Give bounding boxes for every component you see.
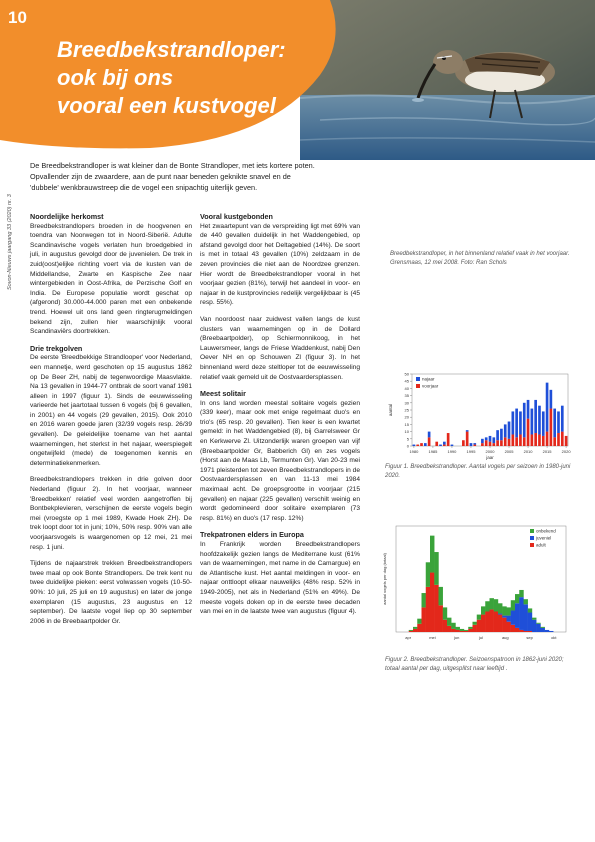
legend-label: voorjaar	[422, 383, 439, 389]
bar-najaar	[485, 437, 488, 440]
area-segment-adult	[485, 611, 489, 632]
paragraph: In Frankrijk worden Breedbekstrandlopers hoofdzakelijk gezien langs de Mediterrane kust (61% van de waarnemingen, met name in de Camargue) en de Atlantische kust. Het aantal meldingen in voor- en najaar onttloopt elkaar nauwelijks (48% resp. 52% in 1949-2005), net als in Nederland (51% en 49%). De meeste vogels doken op in de eerste twee decaden van mei en in de laatste twee van augustus (figuur 4).	[200, 541, 360, 616]
figure-1-chart	[378, 368, 578, 463]
bar-voorjaar	[466, 432, 469, 446]
page-title	[57, 36, 327, 120]
area-segment-onbekend	[532, 618, 536, 620]
area-segment-adult	[481, 615, 485, 632]
x-tick-label: 1985	[428, 449, 438, 454]
bar-najaar	[492, 437, 495, 443]
area-segment-onbekend	[434, 552, 438, 585]
bar-voorjaar	[504, 437, 507, 446]
y-tick-label: 0	[406, 443, 409, 449]
bar-voorjaar	[416, 445, 419, 446]
area-segment-onbekend	[413, 627, 417, 629]
bar-voorjaar	[561, 432, 564, 446]
bar-voorjaar	[485, 440, 488, 446]
bar-voorjaar	[496, 440, 499, 446]
bar-voorjaar	[550, 409, 553, 446]
area-segment-juveniel	[502, 616, 506, 618]
x-tick-label: 2005	[504, 449, 514, 454]
area-segment-onbekend	[485, 601, 489, 611]
area-segment-onbekend	[528, 608, 532, 612]
legend-swatch	[530, 529, 534, 533]
area-segment-adult	[477, 620, 481, 632]
y-tick-label: 25	[404, 407, 409, 413]
x-tick-label: sep	[526, 635, 533, 640]
area-segment-adult	[468, 629, 472, 632]
area-segment-adult	[528, 631, 532, 632]
legend-label: onbekend	[536, 528, 556, 534]
bar-voorjaar	[435, 442, 438, 446]
area-segment-juveniel	[532, 620, 536, 632]
area-segment-onbekend	[456, 627, 460, 630]
bar-najaar	[550, 390, 553, 409]
legend-swatch	[530, 536, 534, 540]
area-segment-onbekend	[468, 627, 472, 629]
y-tick-label: 10	[404, 429, 409, 435]
legend-label: juveniel	[536, 535, 552, 541]
bar-najaar	[443, 442, 446, 445]
section-heading-elders: Trekpatronen elders in Europa	[200, 530, 304, 540]
paragraph: Breedbekstrandlopers trekken in drie golven door Nederland (figuur 2). In het voorjaar, wanneer 'Breedbekken' relatief veel worden aangetroffen bij Bontbekplevieren, verschijnen de eerste vogels begin mei (vroegste op 1 mei 1989, Kwade Hoek ZH). De trek loopt door tot in juni; 10%, 50% resp. 90% van alle voorjaarsvogels is waargenomen op 12 mei, 21 mei resp. 1 juni.	[30, 476, 192, 551]
y-tick-label: 45	[404, 378, 409, 384]
bar-najaar	[413, 445, 416, 446]
x-tick-label: jun	[454, 635, 460, 640]
area-segment-onbekend	[524, 599, 528, 604]
bar-najaar	[481, 439, 484, 443]
area-segment-adult	[464, 631, 468, 632]
bar-voorjaar	[508, 439, 511, 446]
area-segment-onbekend	[426, 562, 430, 587]
bar-najaar	[519, 411, 522, 434]
area-segment-juveniel	[498, 614, 502, 615]
figure-1-caption: Figuur 1. Breedbekstrandloper. Aantal vogels per seizoen in 1980-juni 2020.	[385, 464, 571, 479]
area-segment-onbekend	[443, 607, 447, 619]
x-tick-label: 2000	[485, 449, 495, 454]
bar-najaar	[424, 443, 427, 446]
area-segment-juveniel	[545, 630, 549, 632]
y-tick-label: 30	[404, 400, 409, 406]
figure-2-caption: Figuur 2. Breedbekstrandloper. Seizoenspatroon in 1862-juni 2020; totaal aantal per dag, uitgesplitst naar leeftijd .	[385, 657, 564, 672]
bar-najaar	[531, 409, 534, 435]
paragraph: In ons land worden meestal solitaire vogels gezien (339 keer), maar ook met enige regelmaat duo's en trio's (65 resp. 20 gevallen). Tien keer is een kwartet gemeld: in het Waddengebied (8), bij Garrelsweer Gr en Kerkwerve Zl. Uitzonderlijk waren groepen van vijf (Breebaartpolder Gr, Babberich Gl) en zes vogels (Horst aan de Maas Lb, Termunten Gr). Van 20-23 mei 1971 pleisterden tot zeven Breedbekstrandlopers in de Oostvaardersplassen en van 11-13 mei 1984 maximaal acht. De groepsgrootte in voorjaar (215 gevallen) en najaar (225 gevallen) verschilt weinig en wordt gedomineerd door solitaire exemplaren (73 resp. 81%) en duo's (17 resp. 12%)	[200, 399, 360, 522]
x-tick-label: mei	[429, 635, 436, 640]
bar-voorjaar	[527, 419, 530, 446]
area-segment-juveniel	[507, 616, 511, 622]
y-axis-label: aantal vogels per dag (totaal)	[382, 553, 387, 605]
bar-voorjaar	[557, 433, 560, 446]
page-number: 10	[8, 8, 27, 27]
area-segment-juveniel	[511, 610, 515, 624]
bar-voorjaar	[511, 434, 514, 446]
area-segment-juveniel	[549, 631, 553, 632]
area-segment-adult	[519, 630, 523, 632]
area-segment-onbekend	[447, 618, 451, 626]
bar-voorjaar	[565, 436, 568, 446]
area-segment-onbekend	[460, 629, 464, 631]
area-segment-onbekend	[417, 619, 421, 624]
bar-najaar	[557, 411, 560, 433]
bar-najaar	[470, 443, 473, 446]
bar-najaar	[523, 403, 526, 438]
paragraph: Van noordoost naar zuidwest vallen langs de kust clusters van waarnemingen op in de Dollard (Breebaartpolder), op Schiermonnikoog, in het Lauwersmeer, langs de Friese Waddenkust, nabij Den Oever NH en op Schouwen Zl (figuur 3). In het binnenland werd deze steltloper tot de eeuwwisseling relatief vaak gemeld uit de Oostvaardersplassen.	[200, 315, 360, 381]
x-tick-label: aug	[501, 635, 509, 640]
area-segment-adult	[413, 629, 417, 632]
area-segment-juveniel	[541, 628, 545, 632]
area-segment-onbekend	[473, 622, 477, 625]
x-tick-label: apr	[405, 635, 412, 640]
area-segment-adult	[515, 628, 519, 632]
bar-najaar	[466, 430, 469, 431]
x-tick-label: 2015	[542, 449, 552, 454]
area-segment-onbekend	[519, 590, 523, 597]
section-heading-solitair: Meest solitair	[200, 389, 246, 399]
intro-text: De Breedbekstrandloper is wat kleiner dan de Bonte Strandloper, met iets kortere poten. Opvallender zijn de zwaardere, aan de punt naar beneden geknikte snavel en de 'dubbele' wenkbrauwstreep die de vogel een snipachtig uiterlijk geven.	[30, 161, 315, 192]
bar-voorjaar	[489, 442, 492, 446]
bar-voorjaar	[519, 434, 522, 446]
y-tick-label: 40	[404, 385, 409, 391]
paragraph: Het zwaartepunt van de verspreiding ligt met 69% van de 440 gevallen duidelijk in het Waddengebied, op afstand gevolgd door het Deltagebied (14%). De soort is met in totaal 43 gevallen (10%) zeldzaam in de zeven provincies die niet aan de Noordzee grenzen. Hier wordt de Breedbekstrandloper vooral in het voorjaar gezien (81%), terwijl het aandeel in voor- en najaar in de kustprovincies redelijk vergelijkbaar is (45 resp. 55%).	[200, 222, 360, 307]
area-segment-adult	[451, 629, 455, 632]
bar-voorjaar	[428, 437, 431, 446]
legend-swatch	[416, 384, 420, 388]
area-segment-onbekend	[541, 627, 545, 628]
x-tick-label: 1995	[466, 449, 476, 454]
title-line-2: ook bij ons	[57, 65, 174, 90]
area-segment-onbekend	[498, 603, 502, 613]
legend-swatch	[416, 377, 420, 381]
area-segment-adult	[434, 585, 438, 632]
bar-najaar	[534, 400, 537, 433]
area-segment-onbekend	[464, 630, 468, 631]
bar-voorjaar	[420, 443, 423, 446]
text-column-1	[30, 212, 192, 633]
bar-voorjaar	[462, 440, 465, 446]
paragraph: Tijdens de najaarstrek trekken Breedbekstrandlopers twee maal op ook Bonte Strandlopers. De trek kent nu twee duidelijke pieken: eerst volwassen vogels (10-50-90%: 10 juli, 25 juli en 19 augustus) en later de jonge exemplaren (15 augustus, 23 augustus en 12 september). De laatste vogel liep op 30 september 2006 in de Breebaartpolder Gr.	[30, 560, 192, 625]
x-tick-label: jul	[478, 635, 484, 640]
photo-caption: Breedbekstrandloper, in het binnenland relatief vaak in het voorjaar. Grensmaas, 12 mei 2008. Foto: Ran Schols	[390, 251, 570, 266]
bar-najaar	[473, 443, 476, 444]
bar-voorjaar	[546, 432, 549, 446]
bar-najaar	[546, 383, 549, 432]
bar-najaar	[428, 432, 431, 438]
bar-voorjaar	[447, 433, 450, 446]
x-tick-label: 1980	[409, 449, 419, 454]
legend-swatch	[530, 543, 534, 547]
bar-najaar	[542, 411, 545, 435]
bar-najaar	[527, 400, 530, 419]
area-segment-adult	[511, 625, 515, 632]
y-tick-label: 5	[406, 436, 409, 442]
area-segment-adult	[490, 609, 494, 632]
area-segment-onbekend	[430, 536, 434, 573]
bar-najaar	[489, 436, 492, 442]
area-segment-adult	[507, 622, 511, 632]
bar-najaar	[508, 422, 511, 439]
title-line-1: Breedbekstrandloper:	[57, 37, 286, 62]
area-segment-onbekend	[515, 594, 519, 603]
section-heading-kust: Vooral kustgebonden	[200, 212, 273, 221]
bar-voorjaar	[531, 434, 534, 446]
bar-voorjaar	[553, 437, 556, 446]
area-segment-adult	[443, 620, 447, 632]
area-segment-adult	[460, 631, 464, 632]
figure-2-chart	[378, 520, 578, 650]
area-segment-juveniel	[524, 604, 528, 631]
bar-voorjaar	[481, 443, 484, 446]
bar-najaar	[538, 406, 541, 435]
area-segment-onbekend	[477, 615, 481, 620]
area-segment-onbekend	[439, 587, 443, 605]
y-axis-label: aantal	[388, 403, 393, 417]
area-segment-adult	[473, 625, 477, 632]
x-axis-label: jaar	[486, 455, 494, 460]
bar-voorjaar	[500, 440, 503, 446]
area-segment-onbekend	[502, 606, 506, 615]
area-segment-adult	[409, 631, 413, 632]
bar-najaar	[439, 445, 442, 446]
y-tick-label: 15	[404, 421, 409, 427]
bar-najaar	[496, 430, 499, 440]
area-segment-adult	[430, 573, 434, 632]
bar-voorjaar	[534, 433, 537, 446]
paragraph: Breedbekstrandlopers broeden in de hoogvenen en toendra van Noorwegen tot in Noord-Siberië. Adulte Scandinavische vogels verlaten hun broedgebied in juli, in augustus gevolgd door de juvenielen. De trek in zuid(oost)elijke richting voert via de kusten van de Middellandse, Zwarte en Kaspische Zee naar wintergebieden in Oost-Afrika, de Perzische Golf en India. De Europese populatie wordt geschat op (afgerond) 30.000-44.000 paren met een onbekende trend. Hoewel uit ons land geen ringterugmeldingen bekend zijn, zullen hier waarschijnlijk vooral Scandinaviërs doortrekken.	[30, 222, 192, 336]
area-segment-adult	[439, 605, 443, 632]
bar-najaar	[515, 409, 518, 438]
area-segment-adult	[417, 624, 421, 632]
area-segment-onbekend	[422, 593, 426, 607]
paragraph: De eerste 'Breedbekkige Strandlooper' voor Nederland, een mannetje, werd geschoten op 15 augustus 1862 op De Beer ZH, nabij de tegenwoordige Maasvlakte. Na 13 gevallen in 1944-77 ontbrak de soort vanaf 1981 alleen in 1997 (figuur 1). Sinds de eeuwwisseling varieerde het jaartotaal tussen 6 vogels (bij 6 gevallen, in 2001) en 44 vogels (29 gevallen, 2015). Ook 2010 en 2016 waren goede jaren (32/39 vogels resp. 26/39 gevallen). De geleidelijke toename van het aantal waarnemingen, het sterkst in het najaar, weerspiegelt ongetwijfeld (mede) de toegenomen kennis en determinatiekenmerken.	[30, 354, 192, 467]
bar-najaar	[504, 424, 507, 437]
area-segment-onbekend	[451, 623, 455, 629]
area-segment-onbekend	[494, 599, 498, 611]
journal-side-text: Sovon-Nieuws jaargang 33 (2020) nr. 3	[7, 194, 13, 290]
bar-najaar	[500, 429, 503, 441]
area-segment-adult	[426, 587, 430, 632]
area-segment-adult	[456, 630, 460, 632]
area-segment-juveniel	[528, 613, 532, 631]
bar-voorjaar	[443, 445, 446, 446]
title-line-3: vooral een kustvogel	[57, 93, 276, 118]
bar-voorjaar	[523, 437, 526, 446]
area-segment-adult	[422, 607, 426, 632]
bar-najaar	[451, 445, 454, 446]
journal-side-label	[7, 160, 17, 290]
section-heading-herkomst: Noordelijke herkomst	[30, 212, 104, 221]
y-tick-label: 50	[404, 371, 409, 377]
area-segment-onbekend	[511, 600, 515, 610]
bar-voorjaar	[473, 445, 476, 446]
x-tick-label: 1990	[447, 449, 457, 454]
bar-najaar	[553, 409, 556, 438]
text-column-2	[200, 212, 360, 624]
section-heading-trekgolven: Drie trekgolven	[30, 343, 83, 353]
area-segment-adult	[498, 615, 502, 632]
area-segment-juveniel	[519, 597, 523, 630]
area-segment-adult	[502, 618, 506, 632]
y-tick-label: 20	[404, 414, 409, 420]
bar-najaar	[561, 406, 564, 432]
x-tick-label: 2010	[523, 449, 533, 454]
area-segment-onbekend	[536, 623, 540, 624]
area-segment-adult	[524, 631, 528, 632]
legend-label: adult	[536, 542, 546, 548]
legend-label: najaar	[422, 376, 435, 382]
area-segment-juveniel	[515, 603, 519, 628]
x-tick-label: 2020	[561, 449, 571, 454]
bar-voorjaar	[515, 437, 518, 446]
x-tick-label: okt	[551, 635, 557, 640]
bar-voorjaar	[492, 443, 495, 446]
y-tick-label: 35	[404, 393, 409, 399]
bar-voorjaar	[538, 434, 541, 446]
bar-voorjaar	[542, 436, 545, 446]
area-segment-juveniel	[536, 624, 540, 632]
area-segment-onbekend	[481, 606, 485, 614]
area-segment-onbekend	[490, 598, 494, 609]
area-segment-onbekend	[507, 607, 511, 615]
bar-najaar	[511, 411, 514, 434]
area-segment-adult	[494, 611, 498, 632]
area-segment-onbekend	[409, 630, 413, 631]
area-segment-adult	[447, 626, 451, 632]
